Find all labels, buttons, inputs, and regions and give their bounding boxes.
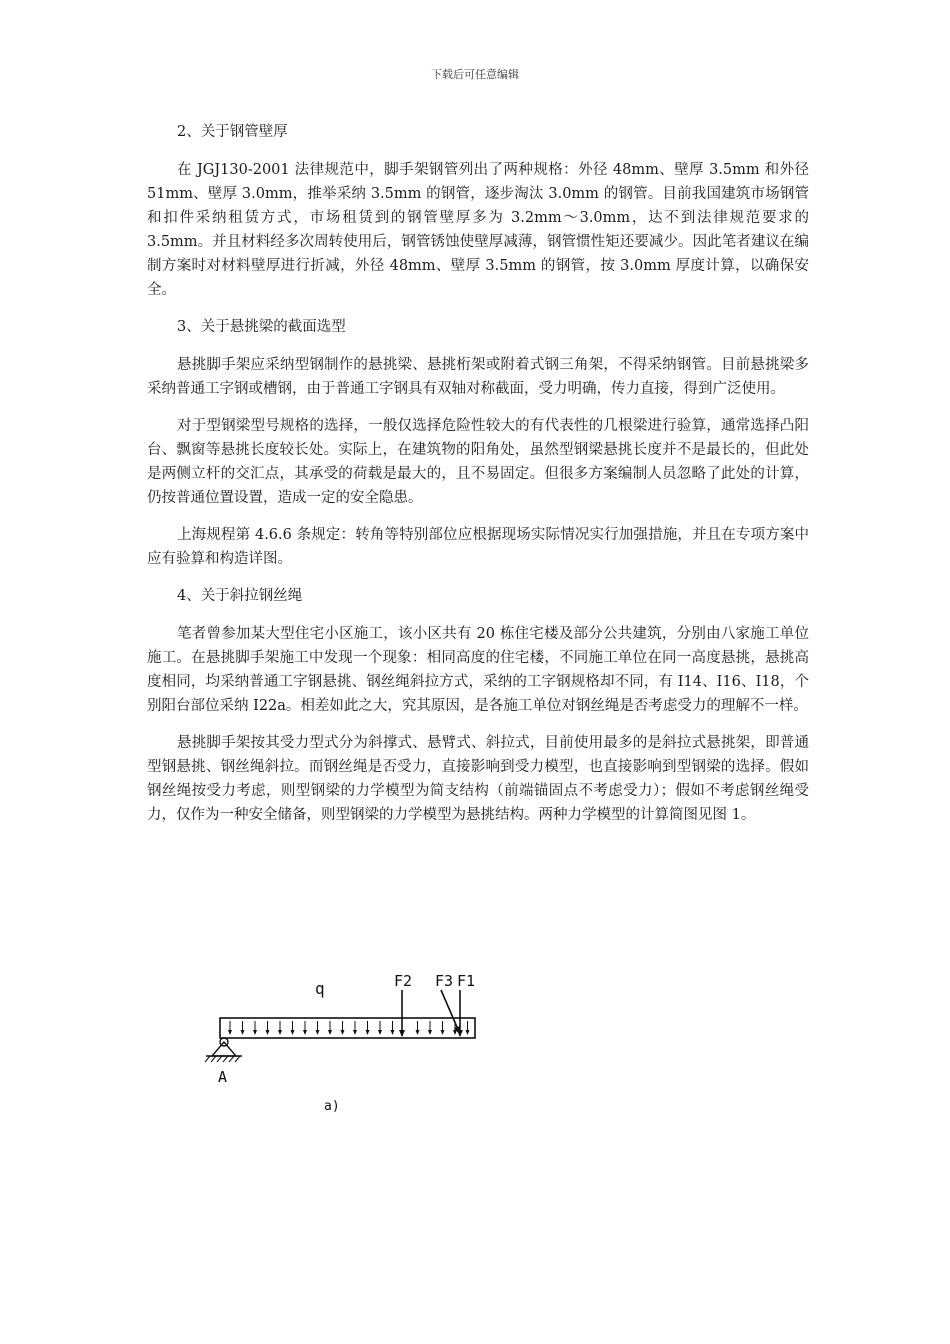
load-arrowhead [428,1030,432,1035]
beam-diagram-figure [198,968,498,1118]
paragraph: 笔者曾参加某大型住宅小区施工，该小区共有 20 栋住宅楼及部分公共建筑，分别由八家施工单位施工。在悬挑脚手架施工中发现一个现象：相同高度的住宅楼，不同施工单位在同一高度悬挑，悬挑高度相同，均采纳普通工字钢悬挑、钢丝绳斜拉方式，采纳的工字钢规格却不同，有 I14、I16、I18，个别阳台部位采纳 I22a。相差如此之大，究其原因，是各施工单位对钢丝绳是否考虑受力的理解不一样。 [147,626,809,714]
paragraph: 悬挑脚手架应采纳型钢制作的悬挑梁、悬挑桁架或附着式钢三角架，不得采纳钢管。目前悬挑梁多采纳普通工字钢或槽钢，由于普通工字钢具有双轴对称截面，受力明确，传力直接，得到广泛使用。 [147,357,809,397]
load-arrowhead [391,1030,395,1035]
paragraph: 对于型钢梁型号规格的选择，一般仅选择危险性较大的有代表性的几根梁进行验算，通常选择凸阳台、飘窗等悬挑长度较长处。实际上，在建筑物的阳角处，虽然型钢梁悬挑长度并不是最长的，但此处是两侧立杆的交汇点，其承受的荷载是最大的，且不易固定。但很多方案编制人员忽略了此处的计算，仍按普通位置设置，造成一定的安全隐患。 [147,418,809,506]
q-label: q [315,979,325,998]
load-arrowhead [328,1030,332,1035]
load-arrowhead [441,1030,445,1035]
load-arrowhead [366,1030,370,1035]
load-arrowhead [291,1030,295,1035]
section-heading-wall-thickness: 2、关于钢管壁厚 [177,124,288,140]
section-heading-beam-section: 3、关于悬挑梁的截面选型 [177,319,346,335]
f2-arrowhead [399,1030,405,1037]
beam [220,1018,475,1038]
paragraph: 悬挑脚手架按其受力型式分为斜撑式、悬臂式、斜拉式，目前使用最多的是斜拉式悬挑架，即普通型钢悬挑、钢丝绳斜拉。而钢丝绳是否受力，直接影响到受力模型，也直接影响到型钢梁的选择。假如钢丝绳按受力考虑，则型钢梁的力学模型为简支结构（前端锚固点不考虑受力）；假如不考虑钢丝绳受力，仅作为一种安全储备，则型钢梁的力学模型为悬挑结构。两种力学模型的计算简图见图 1。 [147,735,809,823]
load-arrowhead [241,1030,245,1035]
load-arrowhead [466,1030,470,1035]
load-arrowhead [228,1030,232,1035]
load-arrowhead [278,1030,282,1035]
load-arrowhead [253,1030,257,1035]
f2-label: F2 [394,972,413,990]
load-arrowhead [316,1030,320,1035]
distributed-load-arrows [228,1021,470,1035]
page-header: 下载后可任意编辑 [431,68,519,81]
load-arrowhead [341,1030,345,1035]
load-arrowhead [266,1030,270,1035]
figure-caption: a) [324,1099,340,1114]
load-arrowhead [378,1030,382,1035]
paragraph: 在 JGJ130-2001 法律规范中，脚手架钢管列出了两种规格：外径 48mm、壁厚 3.5mm 和外径 51mm、壁厚 3.0mm，推举采纳 3.5mm 的钢管，逐步淘汰 3.0mm 的钢管。目前我国建筑市场钢管和扣件采纳租赁方式，市场租赁到的钢管壁厚多为 3.2mm～3.0mm，达不到法律规范要求的 3.5mm。并且材料经多次周转使用后，钢管锈蚀使壁厚减薄，钢管惯性矩还要减少。因此笔者建议在编制方案时对材料壁厚进行折减，外径 48mm、壁厚 3.5mm 的钢管，按 3.0mm 厚度计算，以确保安全。 [147,162,809,298]
f1-label: F1 [457,972,476,990]
document-body [147,120,809,840]
load-arrowhead [416,1030,420,1035]
paragraph: 上海规程第 4.6.6 条规定：转角等特别部位应根据现场实际情况实行加强措施，并且在专项方案中应有验算和构造详图。 [147,527,809,567]
section-heading-steel-wire-rope: 4、关于斜拉钢丝绳 [177,588,303,604]
support-triangle [212,1042,236,1056]
load-arrowhead [303,1030,307,1035]
support-hatching [205,1056,240,1062]
f3-label: F3 [435,972,454,990]
load-arrowhead [353,1030,357,1035]
beam-diagram [198,968,498,1118]
support-a-label: A [218,1068,228,1086]
